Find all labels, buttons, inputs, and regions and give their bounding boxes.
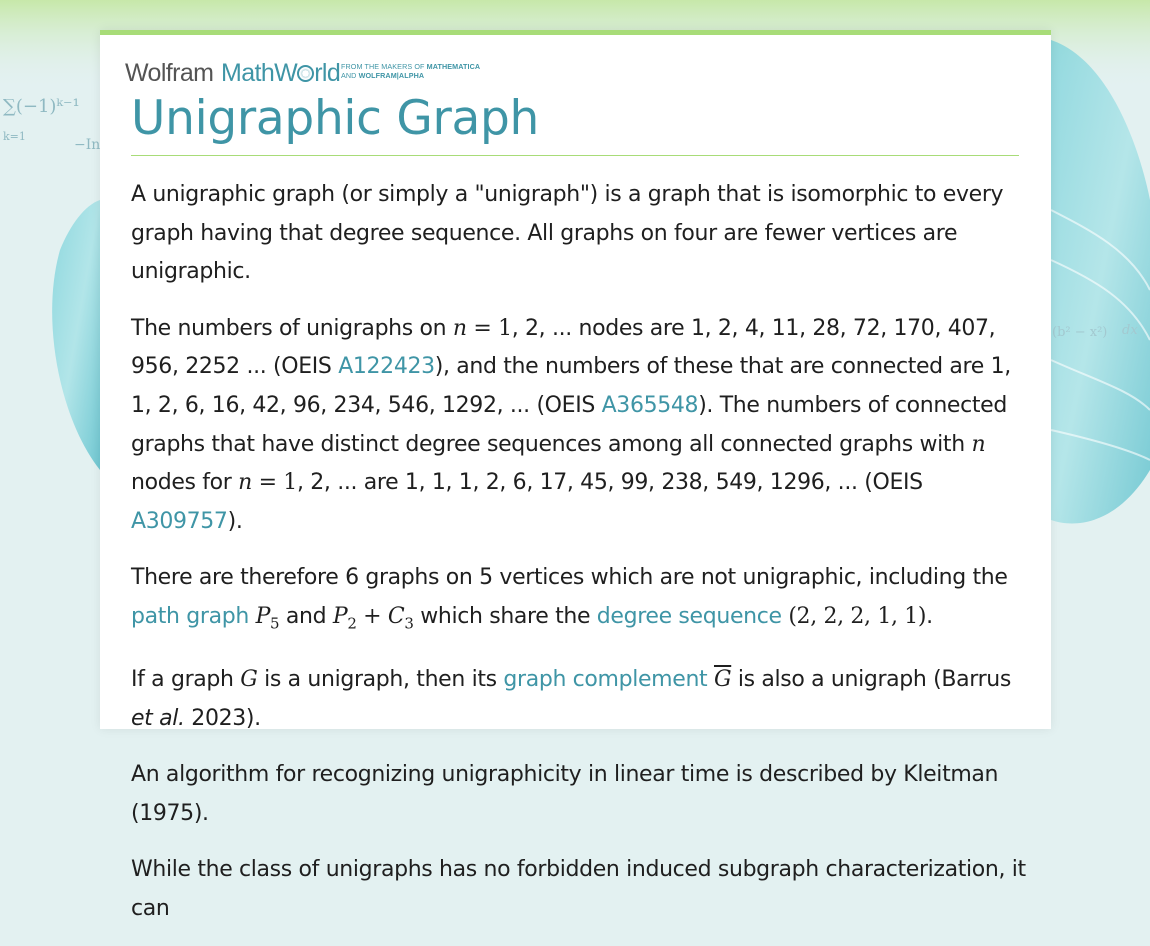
right-surface-shape xyxy=(1051,40,1150,523)
article-body xyxy=(131,176,1027,946)
paragraph-3: There are therefore 6 graphs on 5 vertices which are not unigraphic, including the path graph $P_5$ and $P_2 + C_3$ which share the degree sequence (2, 2, 2, 1, 1). xyxy=(131,565,1008,633)
bg-formula-4: (b² − x²) xyxy=(1052,325,1108,340)
link-A309757[interactable]: A309757 xyxy=(131,508,228,534)
paragraph-2: The numbers of unigraphs on n = 1, 2, ... nodes are 1, 2, 4, 11, 28, 72, 170, 407, 956, 2252 ... (OEIS A122423), and the numbers of these that are connected are 1, 1, 2, 6, 16, 42, 96, 234, 546, 1292, ... (OEIS A365548). The numbers of connected graphs that have distinct degree sequences among all connected graphs with n nodes for n = 1, 2, ... are 1, 1, 1, 2, 6, 17, 45, 99, 238, 549, 1296, ... (OEIS A309757). xyxy=(131,315,1011,534)
logo-wolfram: Wolfram xyxy=(125,59,214,87)
bg-formula-5: dx xyxy=(1122,323,1138,338)
paragraph-1: A unigraphic graph (or simply a "unigraph") is a graph that is isomorphic to every graph having that degree sequence. All graphs on four are fewer vertices are unigraphic. xyxy=(131,182,1004,285)
title-divider xyxy=(131,155,1019,156)
paragraph-4: If a graph G is a unigraph, then its graph complement $\overline{G}$ is also a unigraph (Barrus et al. 2023). xyxy=(131,666,1011,731)
link-graph-complement[interactable]: graph complement xyxy=(503,666,708,692)
link-path-graph[interactable]: path graph xyxy=(131,603,249,629)
logo-mathworld: MathW rld xyxy=(221,59,341,87)
left-surface-shape xyxy=(52,200,100,470)
link-A365548[interactable]: A365548 xyxy=(601,392,699,418)
article-card xyxy=(100,30,1051,921)
page-title: Unigraphic Graph xyxy=(131,91,540,146)
logo-tagline: FROM THE MAKERS OF MATHEMATICA AND WOLFRAM|ALPHA xyxy=(341,62,481,80)
paragraph-5: An algorithm for recognizing unigraphicity in linear time is described by Kleitman (1975). xyxy=(131,762,999,826)
bg-formula-3: k=1 xyxy=(3,130,26,143)
paragraph-6: While the class of unigraphs has no forbidden induced subgraph characterization, it can xyxy=(131,857,1026,921)
bg-formula-1: ∑(−1)ᵏ⁻¹ xyxy=(3,96,80,117)
bg-formula-2: −In xyxy=(74,137,101,153)
link-A122423[interactable]: A122423 xyxy=(338,354,435,380)
globe-icon xyxy=(297,65,314,82)
link-degree-sequence[interactable]: degree sequence xyxy=(596,603,782,629)
